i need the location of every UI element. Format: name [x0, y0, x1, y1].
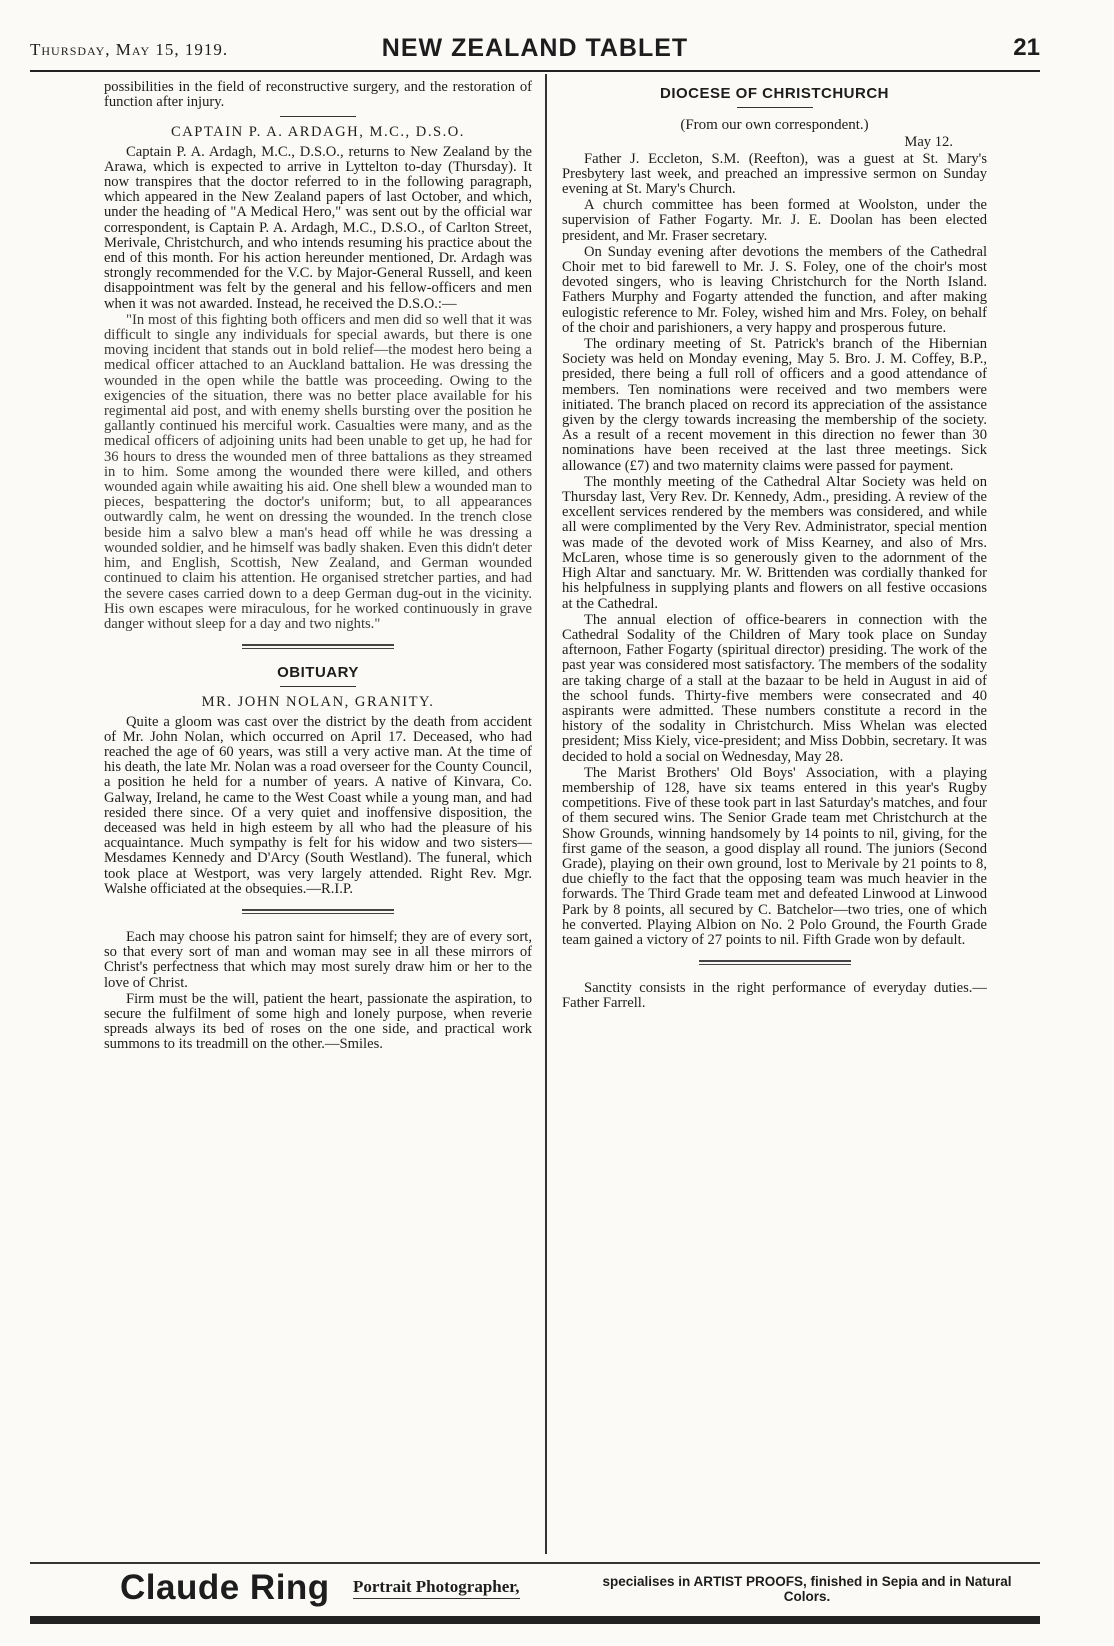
- smiles-paragraph: Firm must be the will, patient the heart, passionate the aspiration, to secure the fulfilment of some high and lonely purpose, when reverie spreads always its bed of roses on the one side, and practical work summons to its treadmill on the other.—Smiles.: [104, 990, 532, 1053]
- news-paragraph: The ordinary meeting of St. Patrick's branch of the Hibernian Society was held on Monday evening, May 5. Bro. J. M. Coffey, B.P., presided, there being a full roll of officers and a good attendance of members. Ten nominations were received and two members were initiated. The branch placed on record its appreciation of the assistance given by the clergy towards increasing the membership of the society. As a result of a recent movement in this direction no fewer than 30 nominations have been received at the last three meetings. Sick allowance (£7) and two maternity claims were passed for payment.: [562, 336, 987, 474]
- page-header: [30, 34, 1040, 72]
- news-paragraph: The monthly meeting of the Cathedral Altar Society was held on Thursday last, Very Rev. Dr. Kennedy, Adm., presiding. A review of the excellent services rendered by the members was considered, and while all were complimented by the Very Rev. Administrator, special mention was made of the devoted work of Miss Kearney, and also of Mrs. McLaren, whose time is so generously given to the adornment of the High Altar and sanctuary. Mr. W. Brittenden was cordially thanked for his helpfulness in supplying plants and flowers on all festive occasions at the Cathedral.: [562, 473, 987, 612]
- news-paragraph: Father J. Eccleton, S.M. (Reefton), was a guest at St. Mary's Presbytery last week, and preached an impressive sermon on Sunday evening at St. Mary's Church.: [562, 150, 987, 198]
- section-rule: [242, 644, 394, 649]
- studio-role: Portrait Photographer,: [353, 1577, 520, 1599]
- banner-strip: [30, 1616, 1040, 1624]
- column-divider: [545, 74, 547, 1554]
- diocese-heading: DIOCESE OF CHRISTCHURCH: [659, 85, 889, 102]
- dateline: May 12.: [904, 134, 953, 151]
- studio-tagline: specialises in ARTIST PROOFS, finished in Sepia and in Natural Colors.: [602, 1574, 1012, 1604]
- left-column: [104, 80, 532, 1540]
- obituary-heading: OBITUARY: [277, 664, 359, 682]
- section-rule: [699, 960, 851, 965]
- advertisement-banner: [30, 1562, 1040, 1644]
- news-paragraph: The annual election of office-bearers in connection with the Cathedral Sodality of the Children of Mary took place on Sunday afternoon, Father Fogarty (spiritual director) presiding. The work of the past year was considered most satisfactory. The members of the sodality are taking charge of a stall at the bazaar to be held in August in aid of the school funds. Thirty-five members were consecrated and 40 aspirants were admitted. These numbers constitute a record in the history of the sodality in Christchurch. Miss Whelan was elected president; Miss Kiely, vice-president; and Miss Dobbin, secretary. It was decided to hold a social on Wednesday, May 28.: [562, 611, 987, 765]
- ardagh-paragraph: Captain P. A. Ardagh, M.C., D.S.O., returns to New Zealand by the Arawa, which is expected to arrive in Lyttelton to-day (Thursday). It now transpires that the doctor referred to in the following paragraph, which appeared in the New Zealand papers of last October, and which, under the heading of "A Medical Hero," was sent out by the official war correspondent, is Captain P. A. Ardagh, M.C., D.S.O., of Carlton Street, Merivale, Christchurch, and who intends resuming his practice about the end of this month. For his action hereunder mentioned, Dr. Ardagh was strongly recommended for the V.C. by Major-General Russell, and keen disappointment was felt by the general and his fellow-officers and men when it was not awarded. Instead, he received the D.S.O.:—: [104, 143, 532, 312]
- issue-date: Thursday, May 15, 1919.: [30, 40, 229, 59]
- rule: [280, 116, 356, 117]
- patron-saint-paragraph: Each may choose his patron saint for himself; they are of every sort, so that every sort of man and woman may see in all these mirrors of Christ's perfectness that which may most surely draw him or her to the love of Christ.: [104, 928, 532, 991]
- news-paragraph: On Sunday evening after devotions the members of the Cathedral Choir met to bid farewell to Mr. J. S. Foley, one of the choir's most devoted singers, who is leaving Christchurch for the North Island. Fathers Murphy and Fogarty attended the function, and after making eulogistic reference to Mr. Foley, wished him and Mrs. Foley, on behalf of the choir and parishioners, a very happy and prosperous future.: [562, 243, 987, 336]
- studio-name: Claude Ring: [120, 1568, 330, 1607]
- rule: [737, 107, 813, 108]
- continued-text: possibilities in the field of reconstructive surgery, and the restoration of function after injury.: [104, 80, 532, 111]
- ardagh-quote: "In most of this fighting both officers and men did so well that it was difficult to single any individuals for special awards, but there is one moving incident that stands out in bold relief—the modest hero being a medical officer attached to an Auckland battalion. He was dressing the wounded in the open while the battle was proceeding. Owing to the exigencies of the situation, there was no better place available for his regimental aid post, and with enemy shells bursting over the position he gallantly continued his merciful work. Casualties were many, and as the medical officers of adjoining units had been unable to get up, he had for 36 hours to dress the wounded men of three battalions as they streamed in to him. Some among the wounded there were killed, and others wounded again while awaiting his aid. One shell blew a wounded man to pieces, bespattering the doctor's uniform; but, to all appearances outwardly calm, he went on dressing the wounded. In the trench close beside him a salvo blew a man's head off while he was dressing a wounded soldier, and he himself was badly shaken. Even this didn't deter him, and English, Scottish, New Zealand, and German wounded continued to claim his attention. He organised stretcher parties, and had the severe cases carried down to a deep German dug-out in the vicinity. His own escapes were miraculous, for he worked continuously in grave danger without sleep for a day and two nights.": [104, 311, 532, 632]
- obituary-paragraph: Quite a gloom was cast over the district by the death from accident of Mr. John Nolan, which occurred on April 17. Deceased, who had reached the age of 60 years, was still a very active man. At the time of his death, the late Mr. Nolan was a road overseer for the County Council, a position he held for a number of years. A native of Kinvara, Co. Galway, Ireland, he came to the West Coast while a young man, and had resided there since. Of a very quiet and inoffensive disposition, the deceased was held in high esteem by all who had the pleasure of his acquaintance. Much sympathy is felt for his widow and two sisters—Mesdames Kennedy and D'Arcy (South Westland). The funeral, which took place at Westport, was very largely attended. Right Rev. Mgr. Walshe officiated at the obsequies.—R.I.P.: [104, 713, 532, 897]
- right-column: [562, 80, 987, 1540]
- section-rule: [242, 909, 394, 914]
- ardagh-heading: CAPTAIN P. A. ARDAGH, M.C., D.S.O.: [171, 124, 465, 141]
- sanctity-quote: Sanctity consists in the right performance of everyday duties.—Father Farrell.: [562, 980, 987, 1012]
- obituary-subheading: MR. JOHN NOLAN, GRANITY.: [201, 694, 435, 711]
- news-paragraph: A church committee has been formed at Woolston, under the supervision of Father Fogarty. Mr. J. E. Doolan has been elected president, and Mr. Fraser secretary.: [562, 197, 987, 244]
- correspondent-line: (From our own correspondent.): [680, 117, 869, 134]
- masthead-title: NEW ZEALAND TABLET: [381, 34, 689, 62]
- rule: [280, 686, 356, 687]
- page-number: 21: [1013, 34, 1040, 61]
- news-paragraph: The Marist Brothers' Old Boys' Association, with a playing membership of 128, have six teams entered in this year's Rugby competitions. Five of these took part in last Saturday's matches, and four of them secured wins. The Senior Grade team met Christchurch at the Show Grounds, winning handsomely by 14 points to nil, giving, for the first game of the season, a good display all round. The juniors (Second Grade), playing on their own ground, lost to Merivale by 21 points to 8, due chiefly to the fact that the opposing team was much heavier in the forwards. The Third Grade team met and defeated Linwood at Linwood Park by 8 points, all secured by C. Batchelor—two tries, one of which he converted. Playing Albion on No. 2 Polo Ground, the Fourth Grade team gained a victory of 27 points to nil. Fifth Grade won by default.: [562, 764, 987, 948]
